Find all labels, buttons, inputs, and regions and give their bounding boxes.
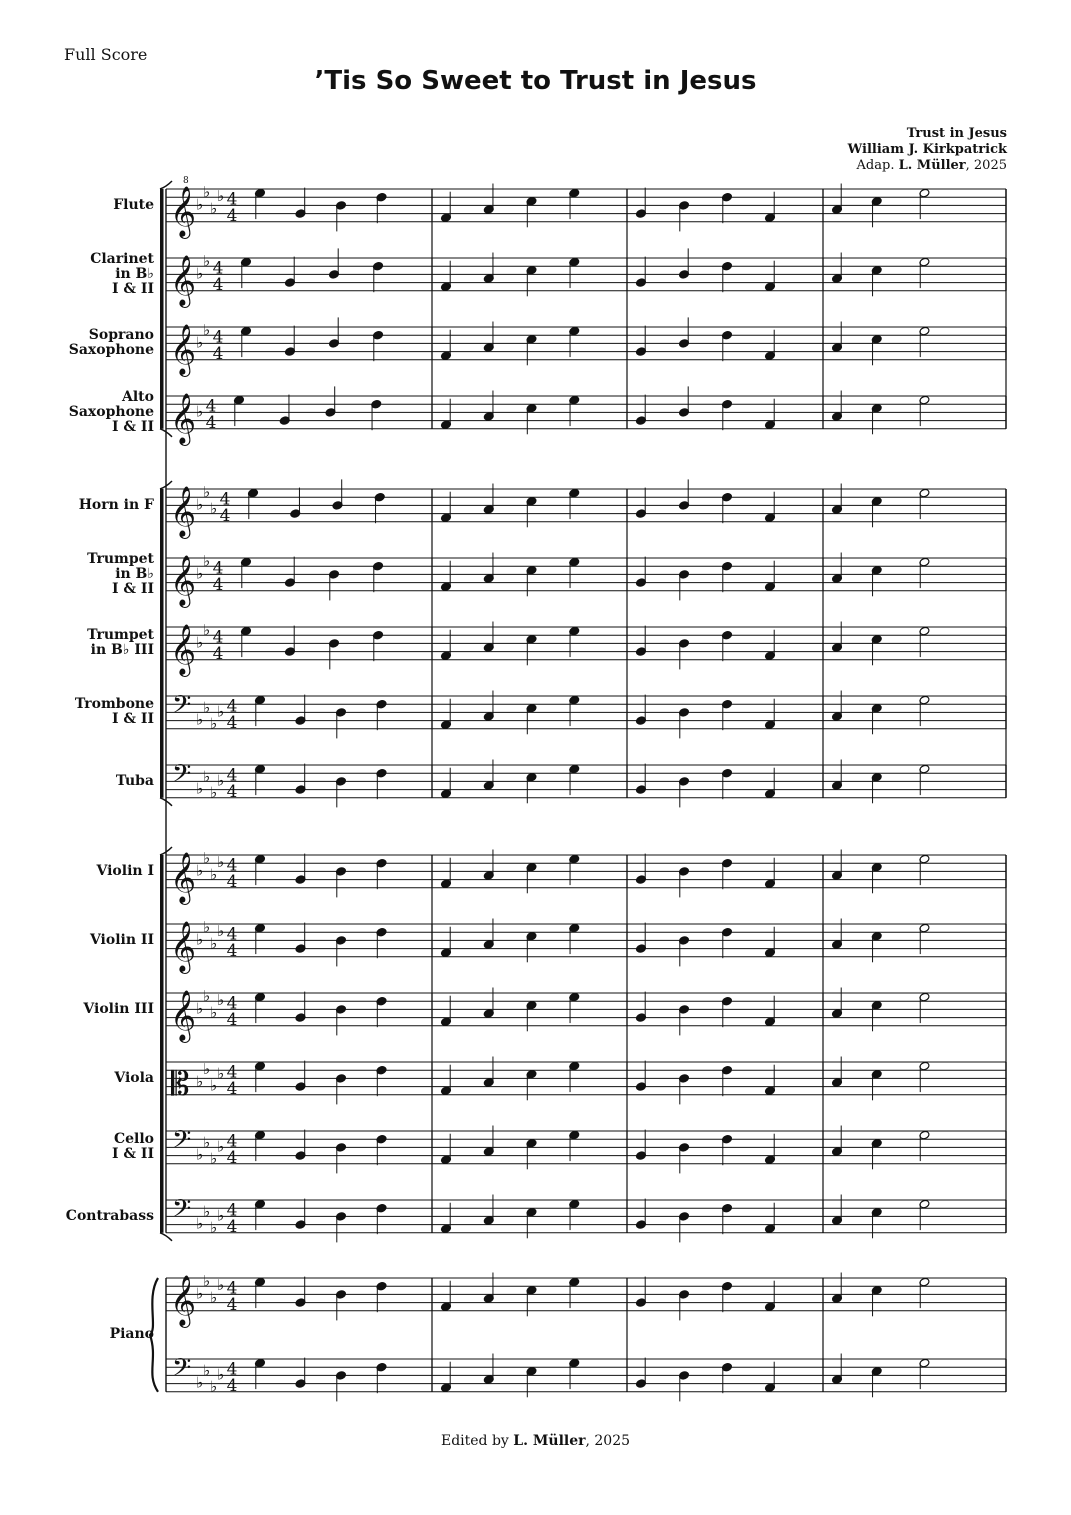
time-sig-numerator: 4 [226, 1200, 238, 1221]
key-flat-icon: ♭ [196, 564, 204, 583]
time-sig-denominator: 4 [226, 1375, 238, 1396]
key-flat-icon: ♭ [210, 1149, 218, 1168]
key-flat-icon: ♭ [196, 710, 204, 729]
adapted-year: , 2025 [965, 158, 1007, 173]
time-sig-numerator: 4 [212, 258, 224, 279]
staff-horn [166, 479, 1006, 538]
instrument-label-line: Violin III [83, 1000, 154, 1017]
staff-cello [166, 1125, 1006, 1173]
time-sig-numerator: 4 [226, 855, 238, 876]
instrument-label-line: Trombone [74, 696, 154, 713]
adapter-name: L. Müller [898, 158, 966, 173]
time-sig-denominator: 4 [212, 643, 224, 664]
time-sig-denominator: 4 [226, 1147, 238, 1168]
key-flat-icon: ♭ [196, 1072, 204, 1091]
instrument-label-line: Violin II [89, 931, 154, 948]
instrument-label-line: I & II [111, 711, 154, 728]
key-flat-icon: ♭ [196, 495, 204, 514]
key-flat-icon: ♭ [217, 1276, 225, 1295]
instrument-label-line: I & II [111, 1146, 154, 1163]
treble-clef-icon: 𝄞 [170, 485, 197, 537]
staff-trumpet-3 [166, 621, 1006, 677]
staff-soprano-sax [166, 317, 1006, 376]
treble-clef-icon: 𝄞 [170, 185, 197, 237]
instrument-label-line: Trumpet [87, 627, 154, 644]
time-sig-denominator: 4 [226, 205, 238, 226]
key-flat-icon: ♭ [203, 987, 211, 1006]
treble-clef-icon: 𝄞 [170, 1274, 197, 1326]
key-flat-icon: ♭ [203, 849, 211, 868]
instrument-label-line: Piano [109, 1326, 154, 1343]
footer-editor: L. Müller [513, 1433, 586, 1449]
key-flat-icon: ♭ [203, 918, 211, 937]
key-flat-icon: ♭ [217, 1064, 225, 1083]
treble-clef-icon: 𝄞 [170, 323, 197, 375]
time-sig-denominator: 4 [226, 781, 238, 802]
key-flat-icon: ♭ [196, 930, 204, 949]
key-flat-icon: ♭ [196, 1145, 204, 1164]
key-flat-icon: ♭ [196, 1373, 204, 1392]
key-flat-icon: ♭ [203, 252, 211, 271]
time-sig-denominator: 4 [212, 274, 224, 295]
staff-violin-2 [166, 918, 1006, 974]
treble-clef-icon: 𝄞 [170, 920, 197, 972]
key-flat-icon: ♭ [203, 767, 211, 786]
key-flat-icon: ♭ [196, 1284, 204, 1303]
footer-year: , 2025 [585, 1433, 631, 1449]
adapted-prefix: Adap. [856, 158, 895, 173]
treble-clef-icon: 𝄞 [170, 554, 197, 606]
key-flat-icon: ♭ [203, 1361, 211, 1380]
bass-clef-icon: 𝄢 [172, 1194, 192, 1230]
group-bracket-brass [160, 489, 164, 798]
staff-trumpet-1-2 [166, 552, 1006, 608]
time-sig-denominator: 4 [226, 1009, 238, 1030]
time-sig-numerator: 4 [226, 1062, 238, 1083]
key-flat-icon: ♭ [217, 853, 225, 872]
treble-clef-icon: 𝄞 [170, 623, 197, 675]
time-sig-numerator: 4 [226, 189, 238, 210]
time-sig-numerator: 4 [205, 396, 217, 417]
instrument-label-line: Alto [122, 388, 154, 405]
octave-mark: 8 [183, 176, 189, 186]
group-bracket-strings [160, 855, 164, 1233]
time-sig-numerator: 4 [226, 924, 238, 945]
staff-tuba [166, 759, 1006, 807]
instrument-label-line: Saxophone [68, 403, 154, 420]
key-flat-icon: ♭ [210, 934, 218, 953]
instrument-label-line: in B♭ [115, 565, 154, 582]
key-flat-icon: ♭ [217, 702, 225, 721]
staff-clarinet [166, 248, 1006, 307]
treble-clef-icon: 𝄞 [170, 254, 197, 306]
key-flat-icon: ♭ [196, 999, 204, 1018]
time-sig-numerator: 4 [226, 1131, 238, 1152]
bass-clef-icon: 𝄢 [172, 690, 192, 726]
instrument-label-line: in B♭ [115, 265, 154, 282]
time-sig-denominator: 4 [226, 1216, 238, 1237]
staff-alto-sax [166, 386, 1006, 445]
time-sig-denominator: 4 [226, 871, 238, 892]
group-bracket-woodwinds [160, 189, 164, 429]
score-type-label: Full Score [64, 45, 148, 64]
key-flat-icon: ♭ [203, 483, 211, 502]
key-flat-icon: ♭ [210, 199, 218, 218]
key-flat-icon: ♭ [196, 633, 204, 652]
instrument-label-line: Soprano [88, 327, 154, 344]
key-flat-icon: ♭ [203, 621, 211, 640]
staff-violin-1 [166, 849, 1006, 905]
time-sig-numerator: 4 [212, 327, 224, 348]
staff-piano-bass [166, 1353, 1006, 1401]
staff-flute [166, 176, 1006, 239]
instrument-label-line: I & II [111, 418, 154, 435]
instrument-label-line: Horn in F [78, 496, 154, 513]
instrument-label-line: I & II [111, 280, 154, 297]
instrument-label-line: Clarinet [90, 250, 154, 267]
treble-clef-icon: 𝄞 [170, 851, 197, 903]
key-flat-icon: ♭ [210, 1218, 218, 1237]
time-sig-denominator: 4 [226, 1078, 238, 1099]
composer-name: William J. Kirkpatrick [847, 142, 1007, 157]
key-flat-icon: ♭ [210, 714, 218, 733]
instrument-label-line: Tuba [115, 772, 154, 789]
key-flat-icon: ♭ [196, 333, 204, 352]
key-flat-icon: ♭ [203, 1060, 211, 1079]
instrument-label-line: Viola [114, 1069, 154, 1086]
key-flat-icon: ♭ [217, 991, 225, 1010]
key-flat-icon: ♭ [196, 195, 204, 214]
key-flat-icon: ♭ [203, 183, 211, 202]
bracket-hook-icon [160, 1233, 172, 1241]
key-flat-icon: ♭ [203, 698, 211, 717]
time-sig-numerator: 4 [212, 558, 224, 579]
bass-clef-icon: 𝄢 [172, 1353, 192, 1389]
bass-clef-icon: 𝄢 [172, 759, 192, 795]
time-sig-denominator: 4 [226, 712, 238, 733]
instrument-label-line: in B♭ III [90, 642, 154, 659]
key-flat-icon: ♭ [210, 865, 218, 884]
treble-clef-icon: 𝄞 [170, 989, 197, 1041]
key-flat-icon: ♭ [210, 1288, 218, 1307]
instrument-label-line: Flute [113, 196, 154, 213]
key-flat-icon: ♭ [217, 1137, 225, 1156]
time-sig-denominator: 4 [212, 343, 224, 364]
time-sig-numerator: 4 [226, 696, 238, 717]
key-flat-icon: ♭ [203, 321, 211, 340]
instrument-label-line: Trumpet [87, 550, 154, 567]
key-flat-icon: ♭ [196, 1214, 204, 1233]
key-flat-icon: ♭ [217, 922, 225, 941]
time-sig-numerator: 4 [212, 627, 224, 648]
footer-prefix: Edited by [440, 1433, 509, 1449]
time-sig-denominator: 4 [226, 1294, 238, 1315]
edition-footer [0, 1433, 1071, 1449]
key-flat-icon: ♭ [196, 264, 204, 283]
instrument-label-line: Violin I [96, 862, 154, 879]
instrument-label-line: Contrabass [65, 1207, 154, 1224]
staff-contrabass [166, 1194, 1006, 1242]
key-flat-icon: ♭ [210, 783, 218, 802]
instrument-label-line: I & II [111, 580, 154, 597]
key-flat-icon: ♭ [210, 1377, 218, 1396]
treble-clef-icon: 𝄞 [170, 392, 197, 444]
key-flat-icon: ♭ [203, 1133, 211, 1152]
key-flat-icon: ♭ [196, 861, 204, 880]
key-flat-icon: ♭ [203, 1272, 211, 1291]
score-title: ’Tis So Sweet to Trust in Jesus [314, 66, 757, 96]
piano-brace-icon [150, 1278, 158, 1392]
alto-clef-icon: 𝄡 [171, 1063, 190, 1103]
key-flat-icon: ♭ [217, 1365, 225, 1384]
key-flat-icon: ♭ [210, 1003, 218, 1022]
key-flat-icon: ♭ [203, 552, 211, 571]
instrument-label-line: Saxophone [68, 342, 154, 359]
time-sig-numerator: 4 [219, 489, 231, 510]
key-flat-icon: ♭ [196, 779, 204, 798]
time-sig-numerator: 4 [226, 765, 238, 786]
bass-clef-icon: 𝄢 [172, 1125, 192, 1161]
key-flat-icon: ♭ [217, 187, 225, 206]
key-flat-icon: ♭ [203, 1202, 211, 1221]
staff-trombone [166, 690, 1006, 738]
key-flat-icon: ♭ [217, 771, 225, 790]
staff-piano-treble [166, 1272, 1006, 1328]
time-sig-denominator: 4 [205, 412, 217, 433]
tune-name: Trust in Jesus [906, 126, 1007, 141]
key-flat-icon: ♭ [210, 1076, 218, 1095]
instrument-label-line: Cello [113, 1131, 154, 1148]
time-sig-denominator: 4 [226, 940, 238, 961]
time-sig-numerator: 4 [226, 993, 238, 1014]
time-sig-numerator: 4 [226, 1278, 238, 1299]
time-sig-denominator: 4 [219, 505, 231, 526]
key-flat-icon: ♭ [196, 402, 204, 421]
staff-viola [166, 1057, 1006, 1105]
time-sig-numerator: 4 [226, 1359, 238, 1380]
key-flat-icon: ♭ [210, 499, 218, 518]
key-flat-icon: ♭ [217, 1206, 225, 1225]
time-sig-denominator: 4 [212, 574, 224, 595]
staff-violin-3 [166, 987, 1006, 1043]
